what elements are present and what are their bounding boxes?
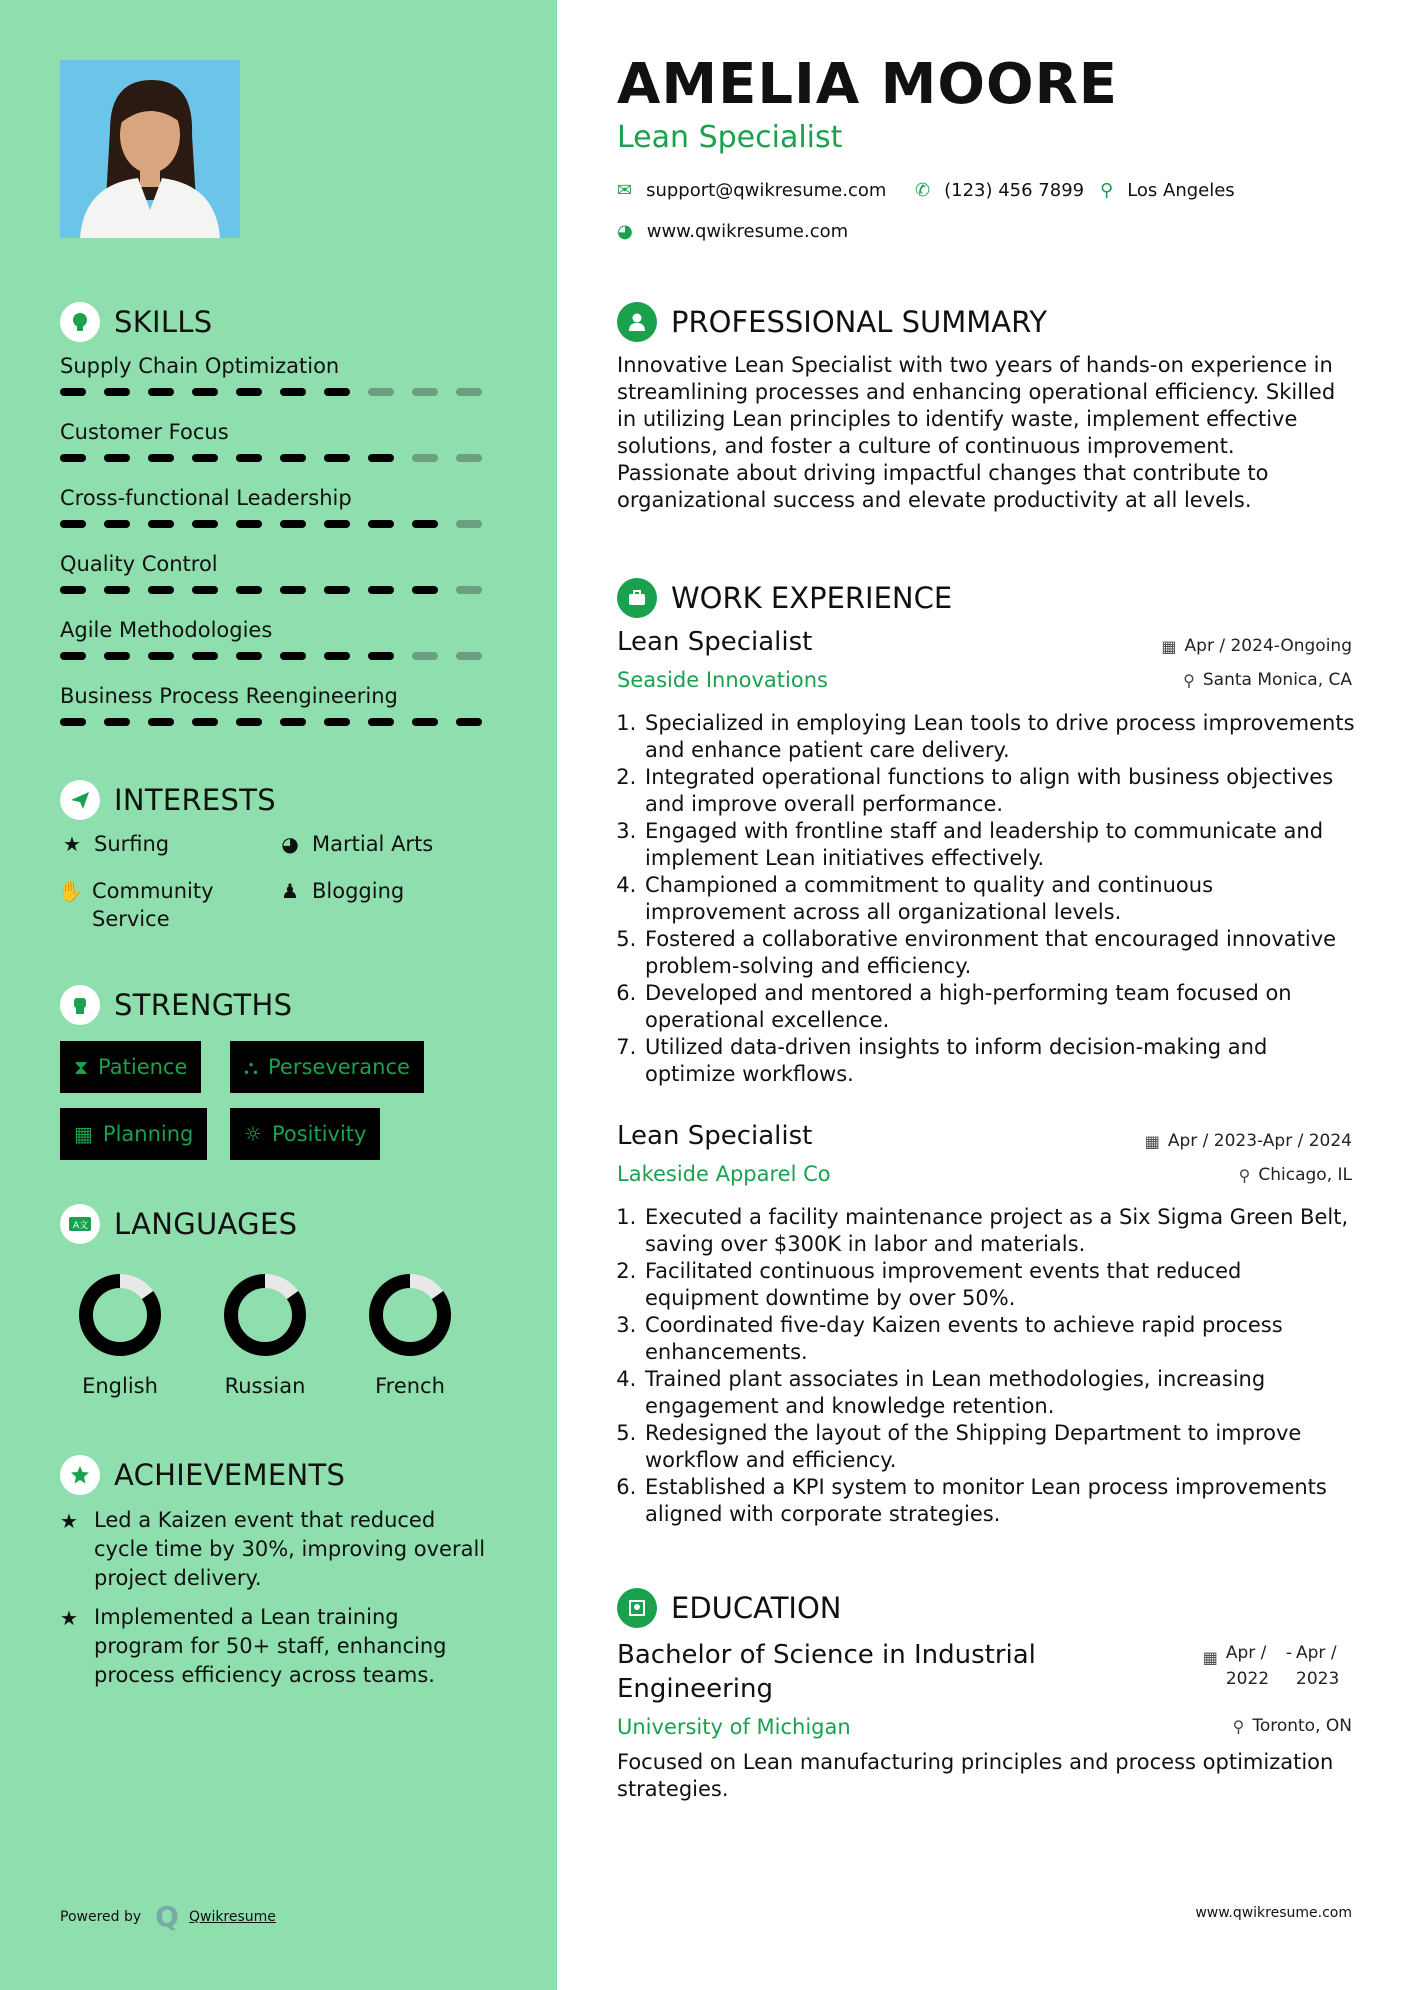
skill-dash-empty xyxy=(456,586,482,594)
paper-plane-icon xyxy=(60,780,100,820)
language-icon xyxy=(60,1204,100,1244)
skill-level-bar xyxy=(60,454,500,462)
skill-dash-filled xyxy=(104,718,130,726)
qwikresume-logo-icon: Q xyxy=(155,1900,179,1933)
language-item xyxy=(350,1270,470,1398)
star-badge-icon xyxy=(60,1455,100,1495)
skill-dash-filled xyxy=(104,388,130,396)
strength-label: Positivity xyxy=(271,1122,367,1146)
languages-title: LANGUAGES xyxy=(114,1207,298,1241)
skill-dash-filled xyxy=(148,652,174,660)
job-bullet: 2. Integrated operational functions to align with business objectives and improve overall performance. xyxy=(643,764,1357,818)
skill-dash-filled xyxy=(104,652,130,660)
calendar-icon: ▦ xyxy=(1144,1131,1160,1151)
interest-label: Community Service xyxy=(92,879,214,931)
skill-dash-filled xyxy=(412,520,438,528)
skill-dash-filled xyxy=(324,718,350,726)
language-donut xyxy=(75,1270,165,1360)
skill-dash-filled xyxy=(60,388,86,396)
education-start: Apr / 2022 xyxy=(1225,1643,1270,1689)
job-bullet: 3. Engaged with frontline staff and leadership to communicate and implement Lean initiatives effectively. xyxy=(643,818,1357,872)
language-donut xyxy=(220,1270,310,1360)
summary-title: PROFESSIONAL SUMMARY xyxy=(671,305,1048,339)
strengths-heading xyxy=(60,985,292,1025)
skill-dash-filled xyxy=(456,718,482,726)
skill-dash-filled xyxy=(412,586,438,594)
education-end: Apr / 2023 xyxy=(1296,1643,1340,1689)
job-dates xyxy=(1161,636,1352,656)
skill-dash-empty xyxy=(412,454,438,462)
experience-heading xyxy=(617,578,952,618)
strengths-title: STRENGTHS xyxy=(114,988,293,1022)
skills-title: SKILLS xyxy=(114,305,213,339)
skill-label: Customer Focus xyxy=(60,420,229,444)
skill-item xyxy=(60,616,500,660)
experience-title: WORK EXPERIENCE xyxy=(671,581,953,615)
achievements-title: ACHIEVEMENTS xyxy=(114,1458,346,1492)
contact-email[interactable] xyxy=(617,180,886,201)
education-location-text: Toronto, ON xyxy=(1252,1716,1352,1736)
skill-dash-filled xyxy=(104,520,130,528)
skill-label: Supply Chain Optimization xyxy=(60,354,340,378)
job-bullets xyxy=(617,1204,1357,1528)
skill-dash-filled xyxy=(192,718,218,726)
skill-dash-empty xyxy=(456,388,482,396)
fist-icon xyxy=(60,985,100,1025)
job-company: Seaside Innovations xyxy=(617,668,828,692)
achievement-text: Implemented a Lean training program for 50+ staff, enhancing process efficiency across teams. xyxy=(94,1605,447,1687)
interest-label: Blogging xyxy=(312,879,405,903)
skill-level-bar xyxy=(60,520,500,528)
lightbulb-icon xyxy=(60,302,100,342)
strength-tag xyxy=(60,1108,207,1160)
interest-item xyxy=(60,830,169,858)
interest-item xyxy=(278,830,433,858)
interests-title: INTERESTS xyxy=(114,783,276,817)
hourglass-icon: ⧗ xyxy=(74,1055,89,1079)
globe-icon: ◕ xyxy=(617,221,633,242)
skill-dash-filled xyxy=(192,586,218,594)
briefcase-icon xyxy=(617,578,657,618)
skill-dash-filled xyxy=(192,520,218,528)
skill-dash-empty xyxy=(412,388,438,396)
skill-item xyxy=(60,484,500,528)
interest-item xyxy=(278,877,404,905)
job-bullet: 1. Executed a facility maintenance project as a Six Sigma Green Belt, saving over $300K in labor and materials. xyxy=(643,1204,1357,1258)
skill-dash-filled xyxy=(280,652,306,660)
education-description: Focused on Lean manufacturing principles and process optimization strategies. xyxy=(617,1750,1334,1801)
job-bullet: 6. Established a KPI system to monitor Lean process improvements aligned with corporate strategies. xyxy=(643,1474,1357,1528)
skills-heading xyxy=(60,302,213,342)
skill-dash-empty xyxy=(456,454,482,462)
job-location xyxy=(1239,1165,1352,1185)
skill-dash-filled xyxy=(368,520,394,528)
skill-dash-filled xyxy=(148,454,174,462)
strength-tag xyxy=(60,1041,201,1093)
summary-heading xyxy=(617,302,1047,342)
achievements-heading xyxy=(60,1455,345,1495)
website-text: www.qwikresume.com xyxy=(646,221,849,242)
profile-photo xyxy=(60,60,240,238)
skill-dash-filled xyxy=(192,454,218,462)
skill-level-bar xyxy=(60,586,500,594)
skill-dash-filled xyxy=(368,586,394,594)
user-icon xyxy=(617,302,657,342)
strength-tag xyxy=(230,1041,424,1093)
job-location-text: Chicago, IL xyxy=(1258,1165,1352,1185)
skill-dash-filled xyxy=(60,520,86,528)
skill-dash-filled xyxy=(236,718,262,726)
powered-prefix: Powered by xyxy=(60,1908,142,1925)
skill-dash-filled xyxy=(368,454,394,462)
users-icon: ♟ xyxy=(281,879,299,903)
pushpin-icon: ⚲ xyxy=(1183,670,1195,690)
envelope-icon: ✉ xyxy=(617,180,633,201)
map-pin-icon: ⚲ xyxy=(1100,180,1114,201)
skill-dash-filled xyxy=(280,388,306,396)
skill-dash-filled xyxy=(236,520,262,528)
skill-dash-filled xyxy=(148,586,174,594)
skill-item xyxy=(60,550,500,594)
skill-dash-filled xyxy=(280,454,306,462)
achievement-text: Led a Kaizen event that reduced cycle time by 30%, improving overall project delivery. xyxy=(94,1508,486,1590)
skill-label: Agile Methodologies xyxy=(60,618,273,642)
calendar-icon: ▦ xyxy=(1202,1648,1218,1667)
job-bullet: 3. Coordinated five-day Kaizen events to achieve rapid process enhancements. xyxy=(643,1312,1357,1366)
strength-tag xyxy=(230,1108,380,1160)
star-icon: ★ xyxy=(63,832,81,856)
achievement-item xyxy=(60,1603,500,1690)
skill-dash-empty xyxy=(412,652,438,660)
job-location xyxy=(1183,670,1352,690)
job-bullet: 7. Utilized data-driven insights to inform decision-making and optimize workflows. xyxy=(643,1034,1357,1088)
job-bullet: 2. Facilitated continuous improvement events that reduced equipment downtime by over 50%. xyxy=(643,1258,1357,1312)
strength-label: Perseverance xyxy=(268,1055,410,1079)
skill-dash-filled xyxy=(324,454,350,462)
interest-label: Martial Arts xyxy=(312,832,434,856)
phone-icon: ✆ xyxy=(915,180,931,201)
skill-dash-filled xyxy=(236,652,262,660)
footer-url[interactable]: www.qwikresume.com xyxy=(1195,1905,1352,1921)
pushpin-icon: ⚲ xyxy=(1232,1716,1245,1736)
skill-dash-filled xyxy=(192,388,218,396)
phone-text: (123) 456 7899 xyxy=(944,180,1085,201)
contact-location xyxy=(1100,180,1235,201)
skill-dash-empty xyxy=(456,520,482,528)
skill-dash-filled xyxy=(104,586,130,594)
education-dates xyxy=(1203,1640,1352,1692)
skill-dash-filled xyxy=(412,718,438,726)
qwikresume-link[interactable]: Qwikresume xyxy=(188,1908,276,1925)
job-dates xyxy=(1145,1131,1352,1151)
summary-text: Innovative Lean Specialist with two years of hands-on experience in streamlining processes and enhancing operational efficiency. Skilled in utilizing Lean principles to identify waste, implement effective solutions, and foster a culture of continuous improvement. Passionate about driving impactful changes that contribute to organizational success and elevate productivity at all levels. xyxy=(617,353,1336,512)
job-dates-text: Apr / 2023-Apr / 2024 xyxy=(1167,1131,1352,1151)
binoculars-icon: ⛬ xyxy=(244,1055,258,1079)
skill-level-bar xyxy=(60,718,500,726)
job-bullet: 5. Fostered a collaborative environment that encouraged innovative problem-solving and efficiency. xyxy=(643,926,1357,980)
education-location xyxy=(1233,1716,1352,1736)
skill-label: Business Process Reengineering xyxy=(60,684,398,708)
skill-label: Quality Control xyxy=(60,552,218,576)
powered-by xyxy=(60,1900,276,1933)
education-heading xyxy=(617,1588,842,1628)
skill-dash-filled xyxy=(324,586,350,594)
skill-dash-filled xyxy=(148,520,174,528)
shooting-star-icon: ★ xyxy=(60,1509,78,1533)
skill-label: Cross-functional Leadership xyxy=(60,486,352,510)
skill-dash-filled xyxy=(280,718,306,726)
calendar-icon: ▦ xyxy=(74,1122,93,1146)
skill-dash-filled xyxy=(60,652,86,660)
skill-dash-filled xyxy=(368,718,394,726)
education-title: EDUCATION xyxy=(671,1591,842,1625)
languages-heading xyxy=(60,1204,297,1244)
date-separator: - xyxy=(1285,1643,1292,1663)
calendar-icon: ▦ xyxy=(1161,636,1177,656)
skill-dash-filled xyxy=(236,586,262,594)
location-text: Los Angeles xyxy=(1127,180,1235,201)
globe-icon: ◕ xyxy=(281,832,299,856)
skill-dash-filled xyxy=(60,586,86,594)
job-dates-text: Apr / 2024-Ongoing xyxy=(1184,636,1352,656)
skill-level-bar xyxy=(60,652,500,660)
language-label: French xyxy=(375,1374,445,1398)
skill-dash-filled xyxy=(60,718,86,726)
skill-dash-empty xyxy=(368,388,394,396)
interest-label: Surfing xyxy=(94,832,170,856)
interests-heading xyxy=(60,780,276,820)
language-label: English xyxy=(82,1374,158,1398)
skill-level-bar xyxy=(60,388,500,396)
skill-dash-filled xyxy=(192,652,218,660)
skill-dash-empty xyxy=(456,652,482,660)
skill-dash-filled xyxy=(324,652,350,660)
job-bullet: 1. Specialized in employing Lean tools to drive process improvements and enhance patient care delivery. xyxy=(643,710,1357,764)
job-location-text: Santa Monica, CA xyxy=(1202,670,1352,690)
skill-dash-filled xyxy=(324,520,350,528)
skill-dash-filled xyxy=(104,454,130,462)
job-title: Lean Specialist xyxy=(617,1121,813,1151)
job-bullet: 4. Trained plant associates in Lean methodologies, increasing engagement and knowledge retention. xyxy=(643,1366,1357,1420)
contact-website[interactable] xyxy=(617,221,848,242)
language-donut xyxy=(365,1270,455,1360)
job-bullets xyxy=(617,710,1357,1088)
skill-item xyxy=(60,682,500,726)
sidebar xyxy=(0,0,557,1990)
sun-icon: ☼ xyxy=(244,1122,262,1146)
skill-dash-filled xyxy=(280,586,306,594)
language-item xyxy=(60,1270,180,1398)
achievement-item xyxy=(60,1506,500,1593)
skill-dash-filled xyxy=(368,652,394,660)
person-name: AMELIA MOORE xyxy=(617,52,1118,117)
job-title: Lean Specialist xyxy=(617,627,813,657)
education-degree: Bachelor of Science in Industrial Engineering xyxy=(617,1640,1036,1704)
job-bullet: 5. Redesigned the layout of the Shipping Department to improve workflow and efficiency. xyxy=(643,1420,1357,1474)
skill-dash-filled xyxy=(148,718,174,726)
job-bullet: 6. Developed and mentored a high-performing team focused on operational excellence. xyxy=(643,980,1357,1034)
education-school: University of Michigan xyxy=(617,1715,851,1739)
skill-dash-filled xyxy=(236,388,262,396)
interest-item xyxy=(58,877,242,933)
skill-dash-filled xyxy=(280,520,306,528)
graduation-icon xyxy=(617,1588,657,1628)
skill-dash-filled xyxy=(60,454,86,462)
language-item xyxy=(205,1270,325,1398)
shooting-star-icon: ★ xyxy=(60,1606,78,1630)
pushpin-icon: ⚲ xyxy=(1238,1165,1251,1185)
hand-icon: ✋ xyxy=(58,879,83,903)
skill-item xyxy=(60,418,500,462)
job-company: Lakeside Apparel Co xyxy=(617,1162,831,1186)
skill-item xyxy=(60,352,500,396)
language-label: Russian xyxy=(224,1374,306,1398)
main-content xyxy=(557,0,1407,1990)
skill-dash-filled xyxy=(324,388,350,396)
skill-dash-filled xyxy=(148,388,174,396)
strength-label: Patience xyxy=(98,1055,188,1079)
person-role: Lean Specialist xyxy=(617,120,843,155)
skill-dash-filled xyxy=(236,454,262,462)
contact-phone xyxy=(915,180,1084,201)
email-text: support@qwikresume.com xyxy=(646,180,887,201)
strength-label: Planning xyxy=(102,1122,194,1146)
svg-text:A文: A文 xyxy=(73,1221,89,1231)
job-bullet: 4. Championed a commitment to quality and continuous improvement across all organizational levels. xyxy=(643,872,1357,926)
